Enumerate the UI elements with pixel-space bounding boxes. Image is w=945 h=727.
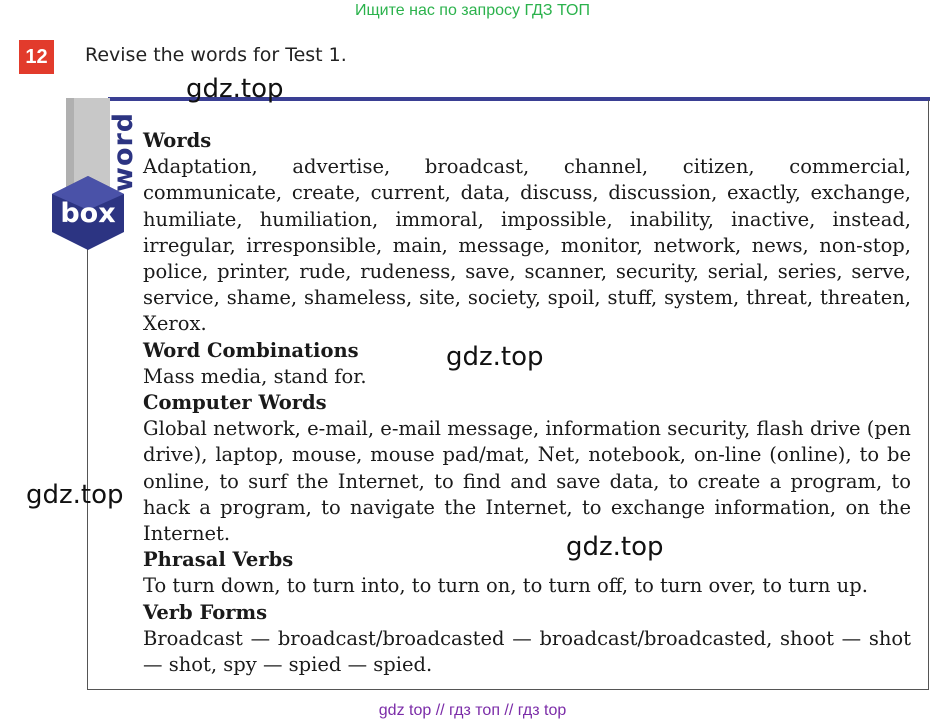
logo-box-label: box	[60, 198, 116, 229]
word-box-logo	[50, 98, 139, 262]
watermark: gdz.top	[566, 532, 664, 562]
exercise-number-badge: 12	[19, 40, 54, 74]
exercise-instruction: Revise the words for Test 1.	[85, 44, 347, 66]
section-text-verb-forms: Broadcast — broadcast/broadcasted — broadcast/broadcasted, shoot — shot — shot, spy — spied — spied.	[143, 626, 911, 677]
section-text-computer-words: Global network, e-mail, e-mail message, information security, flash drive (pen drive), laptop, mouse, mouse pad/mat, Net, notebook, on-line (online), to be online, to surf the Internet, to find and save data, to create a program, to hack a program, to navigate the Internet, to exchange information, on the Internet.	[143, 417, 911, 546]
footer-watermark: gdz top // гдз топ // гдз top	[378, 702, 567, 719]
section-heading-computer-words: Computer Words	[143, 391, 327, 415]
section-heading-words: Words	[143, 129, 212, 152]
section-heading-word-combinations: Word Combinations	[143, 338, 359, 362]
watermark: gdz.top	[26, 480, 124, 510]
logo-word-label: word	[108, 111, 139, 192]
word-box-content	[143, 128, 911, 678]
watermark: gdz.top	[446, 342, 544, 372]
section-heading-verb-forms: Verb Forms	[143, 600, 268, 624]
section-heading-phrasal-verbs: Phrasal Verbs	[143, 548, 294, 572]
section-text-words: Adaptation, advertise, broadcast, channel, citizen, commercial, communicate, create, current, data, discuss, discussion, exactly, exchange, humiliate, humiliation, immoral, impossible, inability, inactive, instead, irregular, irresponsible, main, message, monitor, network, news, non-stop, police, printer, rude, rudeness, save, scanner, security, serial, series, serve, service, shame, shameless, site, society, spoil, stuff, system, threat, threaten, Xerox.	[143, 155, 911, 336]
section-text-word-combinations: Mass media, stand for.	[143, 364, 367, 388]
top-banner: Ищите нас по запросу ГДЗ ТОП	[355, 2, 590, 19]
section-text-phrasal-verbs: To turn down, to turn into, to turn on, to turn off, to turn over, to turn up.	[143, 574, 868, 598]
watermark: gdz.top	[186, 74, 284, 104]
